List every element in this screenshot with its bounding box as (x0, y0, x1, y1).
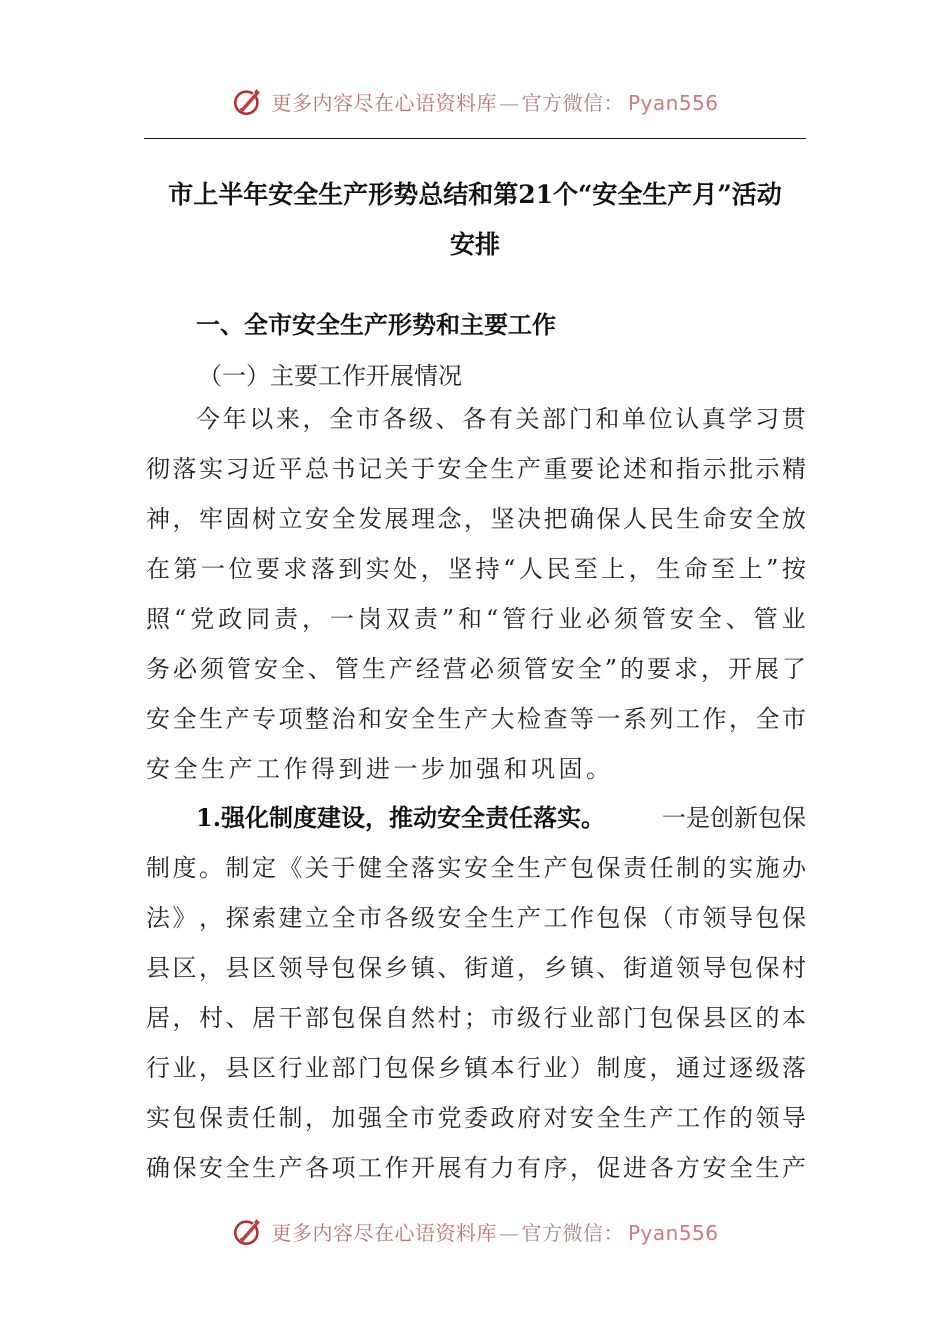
paragraph-line: 县 区 ， 县 区 领 导 包 保 乡 镇 、 街 道 ， 乡 镇 、 街 道 领 导 包 保 村 (146, 954, 806, 982)
subsection-heading: （一）主要工作开展情况 (198, 362, 462, 390)
paragraph-line: 务 必 须 管 安 全 、 管 生 产 经 营 必 须 管 安 全 ” 的 要 求 ， 开 展 了 (146, 655, 806, 683)
banner-site-name: 更多内容尽在心语资料库 (271, 1220, 497, 1245)
banner-wechat-label: 官方微信： (521, 90, 624, 115)
document-title-line-2: 安排 (449, 230, 500, 259)
paragraph-line: 彻 落 实 习 近 平 总 书 记 关 于 安 全 生 产 重 要 论 述 和 指 示 批 示 精 (146, 455, 806, 483)
paragraph-line: 照 “ 党 政 同 责 ， 一 岗 双 责 ” 和 “ 管 行 业 必 须 管 安 全 、 管 业 (146, 605, 806, 633)
quill-pen-logo-icon (231, 84, 265, 118)
banner-text (271, 1217, 718, 1246)
paragraph-line: 神 ， 牢 固 树 立 安 全 发 展 理 念 ， 坚 决 把 确 保 人 民 生 命 安 全 放 (146, 505, 806, 533)
paragraph-line: 实 包 保 责 任 制 ， 加 强 全 市 党 委 政 府 对 安 全 生 产 工 作 的 领 导 (146, 1104, 806, 1132)
banner-separator: — (498, 1220, 520, 1245)
paragraph-line: 今 年 以 来 ， 全 市 各 级 、 各 有 关 部 门 和 单 位 认 真 学 习 贯 (196, 405, 806, 433)
paragraph-line: 安 全 生 产 专 项 整 治 和 安 全 生 产 大 检 查 等 一 系 列 工 作 ， 全 市 (146, 705, 806, 733)
paragraph-line: 在 第 一 位 要 求 落 到 实 处 ， 坚 持 “ 人 民 至 上 ， 生 命 至 上 ” 按 (146, 555, 806, 583)
item-1-first-rest: 一是创新包保 (662, 804, 806, 832)
paragraph-line: 制 度 。 制 定 《 关 于 健 全 落 实 安 全 生 产 包 保 责 任 制 的 实 施 办 (146, 854, 806, 882)
banner-wechat-id: Pyan556 (627, 1220, 719, 1245)
paragraph-line: 法 》 ， 探 索 建 立 全 市 各 级 安 全 生 产 工 作 包 保 （ 市 领 导 包 保 (146, 904, 806, 932)
paragraph-line: 确 保 安 全 生 产 各 项 工 作 开 展 有 力 有 序 ， 促 进 各 方 安 全 生 产 (146, 1154, 806, 1182)
paragraph-line: 居 ， 村 、 居 干 部 包 保 自 然 村 ； 市 级 行 业 部 门 包 保 县 区 的 本 (146, 1004, 806, 1032)
document-title-line-1: 市上半年安全生产形势总结和第21个“安全生产月”活动 (168, 180, 782, 209)
header-watermark-banner (0, 76, 950, 126)
banner-text (271, 87, 718, 116)
banner-separator: — (498, 90, 520, 115)
banner-wechat-label: 官方微信： (521, 1220, 624, 1245)
item-1-lead: 1.强化制度建设，推动安全责任落实。 (196, 803, 606, 832)
section-heading: 一、全市安全生产形势和主要工作 (196, 311, 556, 339)
banner-wechat-id: Pyan556 (627, 90, 719, 115)
header-divider (144, 138, 806, 139)
quill-pen-logo-icon (231, 1214, 265, 1248)
banner-site-name: 更多内容尽在心语资料库 (271, 90, 497, 115)
paragraph-line: 行 业 ， 县 区 行 业 部 门 包 保 乡 镇 本 行 业 ） 制 度 ， 通 过 逐 级 落 (146, 1054, 806, 1082)
item-1-first-line (196, 803, 806, 833)
paragraph-line: 安全生产工作得到进一步加强和巩固。 (146, 755, 614, 783)
footer-watermark-banner (0, 1206, 950, 1256)
